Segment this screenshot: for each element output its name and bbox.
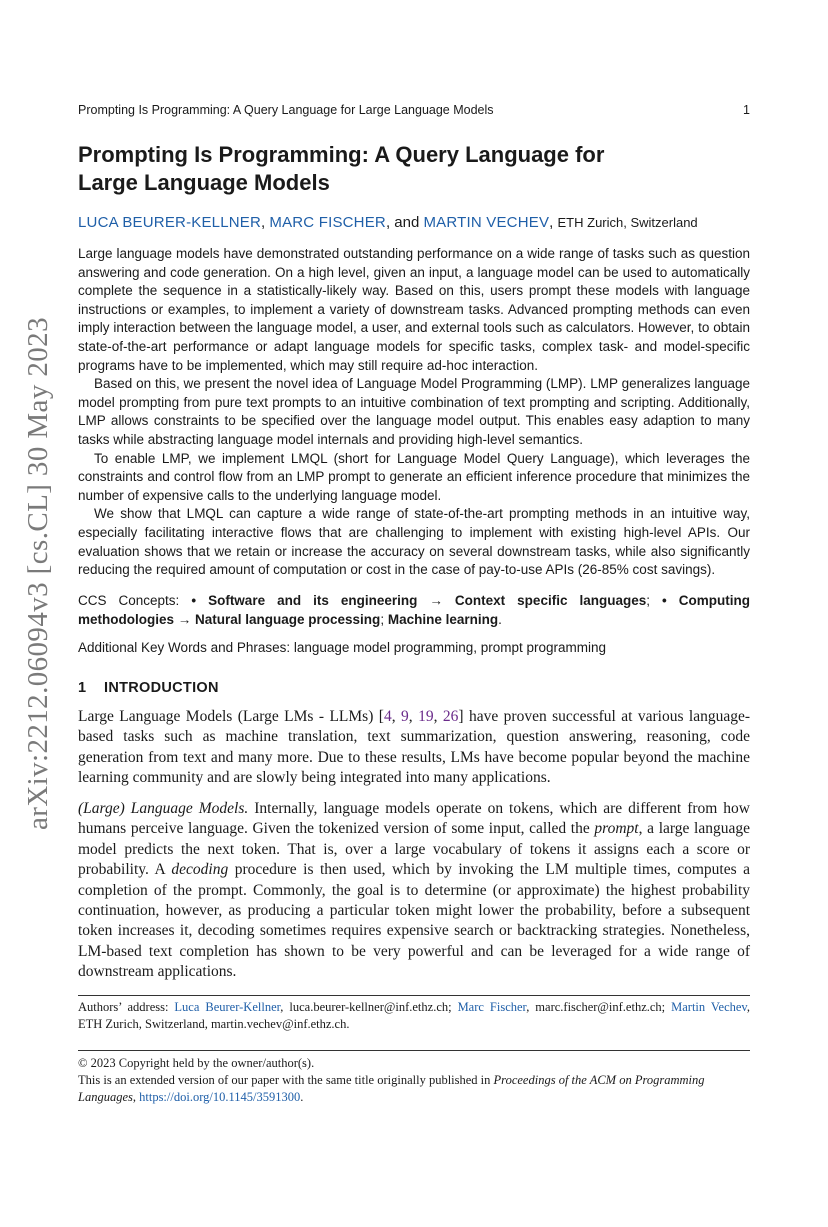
doi-link[interactable]: https://doi.org/10.1145/3591300 bbox=[139, 1090, 301, 1104]
author-link-3[interactable]: MARTIN VECHEV bbox=[423, 214, 550, 231]
publication-end: . bbox=[300, 1090, 304, 1104]
citation-link[interactable]: 9 bbox=[401, 708, 409, 725]
emphasis: decoding bbox=[171, 861, 229, 879]
page-number: 1 bbox=[743, 103, 750, 117]
footnote-prefix: Authors’ address: bbox=[78, 1000, 175, 1014]
author-separator: , bbox=[261, 214, 270, 231]
author-link-1[interactable]: LUCA BEURER-KELLNER bbox=[78, 214, 262, 231]
intro-paragraph-1 bbox=[78, 707, 750, 788]
paper-title bbox=[78, 141, 718, 197]
author-name-link[interactable]: Martin Vechev bbox=[671, 1000, 747, 1014]
abstract-paragraph: To enable LMP, we implement LMQL (short for Language Model Query Language), which leverages the constraints and control flow from an LMP prompt to generate an efficient inference procedure that minimizes the number of expensive calls to the underlying language model. bbox=[78, 450, 750, 503]
author-email: , marc.fischer@inf.ethz.ch; bbox=[526, 1000, 672, 1014]
ccs-separator: ; bbox=[646, 593, 663, 608]
author-separator: , and bbox=[385, 214, 424, 231]
citation-separator: , bbox=[408, 708, 419, 725]
intro-text: , a large language model predicts the next token. That is, over a large vocabulary of tokens it assigns each a score or probability. A bbox=[78, 820, 750, 879]
title-line-2: Large Language Models bbox=[78, 170, 330, 195]
emphasis: prompt bbox=[594, 820, 639, 838]
author-name-link[interactable]: Marc Fischer bbox=[457, 1000, 527, 1014]
copyright-line: © 2023 Copyright held by the owner/author(s). bbox=[78, 1056, 315, 1070]
author-line bbox=[78, 214, 768, 231]
section-title: INTRODUCTION bbox=[104, 680, 219, 696]
affiliation: ETH Zurich, Switzerland bbox=[557, 215, 698, 230]
ccs-concept: Machine learning bbox=[387, 612, 499, 627]
title-line-1: Prompting Is Programming: A Query Language for bbox=[78, 142, 605, 167]
ccs-concept: • Software and its engineering → Context specific languages bbox=[191, 593, 647, 608]
intro-paragraph-2 bbox=[78, 799, 750, 983]
author-link-2[interactable]: MARC FISCHER bbox=[269, 214, 386, 231]
ccs-end: . bbox=[498, 612, 502, 627]
keywords: Additional Key Words and Phrases: language model programming, prompt programming bbox=[78, 640, 607, 655]
intro-text: Large Language Models (Large LMs - LLMs) [ bbox=[78, 708, 384, 725]
running-head bbox=[78, 103, 750, 117]
author-email: , luca.beurer-kellner@inf.ethz.ch; bbox=[280, 1000, 458, 1014]
publication-note bbox=[78, 1072, 750, 1106]
arxiv-identifier: arXiv:2212.06094v3 [cs.CL] 30 May 2023 bbox=[22, 317, 54, 830]
publication-text: This is an extended version of our paper with the same title originally published in bbox=[78, 1073, 494, 1087]
authors-address-footnote bbox=[78, 999, 750, 1033]
ccs-separator: ; bbox=[380, 612, 388, 627]
running-head-title: Prompting Is Programming: A Query Language for Large Language Models bbox=[78, 103, 494, 117]
section-heading bbox=[78, 680, 219, 696]
venue-name: Proceedings of the ACM on Programming Languages bbox=[78, 1073, 705, 1104]
paragraph-heading: (Large) Language Models. bbox=[78, 800, 249, 817]
section-number: 1 bbox=[78, 680, 87, 696]
intro-text: Internally, language models operate on tokens, which are different from how humans perceive language. Given the tokenized version of some input, called the bbox=[78, 800, 750, 838]
arxiv-side-stamp bbox=[22, 230, 62, 830]
author-separator: , bbox=[549, 214, 558, 231]
citation-separator: , bbox=[391, 708, 402, 725]
citation-link[interactable]: 4 bbox=[383, 708, 392, 725]
author-name-link[interactable]: Luca Beurer-Kellner bbox=[174, 1000, 281, 1014]
ccs-concepts bbox=[78, 591, 750, 629]
ccs-concept: • Computing methodologies → Natural language processing bbox=[78, 593, 750, 627]
abstract-paragraph: Large language models have demonstrated outstanding performance on a wide range of tasks such as question answering and code generation. On a high level, given an input, a language model can be used to automatically complete the sequence in a statistically-likely way. Based on this, users prompt these models with language instructions or examples, to implement a variety of downstream tasks. Advanced prompting methods can even imply interaction between the language model, a user, and external tools such as calculators. However, to obtain state-of-the-art performance or adapt language models for specific tasks, complex task- and model-specific programs have to be implemented, which may still require ad-hoc interaction. bbox=[78, 246, 750, 373]
intro-text: ] have proven successful at various language-based tasks such as machine translation, text summarization, question answering, reasoning, code generation from text and many more. Due to these results, LMs have become popular beyond the machine learning community and are slowly being integrated into many applications. bbox=[78, 708, 751, 786]
author-email: , ETH Zurich, Switzerland, martin.vechev@inf.ethz.ch. bbox=[78, 1000, 750, 1031]
citation-separator: , bbox=[433, 708, 443, 725]
copyright-divider bbox=[78, 1050, 750, 1051]
copyright-notice bbox=[78, 1055, 750, 1106]
intro-text: procedure is then used, which by invoking the LM multiple times, computes a completion of the prompt. Commonly, the goal is to determine (or approximate) the highest probability continuation, however, as producing a particular token might lower the probability, before a subsequent token increases it, decoding sometimes requires expensive search or backtracking strategies. Nonetheless, LM-based text completion has shown to be very powerful and can be leveraged for a wide range of downstream applications. bbox=[78, 861, 751, 981]
abstract bbox=[78, 245, 750, 580]
abstract-paragraph: Based on this, we present the novel idea of Language Model Programming (LMP). LMP generalizes language model prompting from pure text prompts to an intuitive combination of text prompting and scripting. Additionally, LMP allows constraints to be specified over the language model output. This enables easy adaption to many tasks while abstracting language model internals and providing high-level semantics. bbox=[78, 376, 750, 447]
abstract-paragraph: We show that LMQL can capture a wide range of state-of-the-art prompting methods in an intuitive way, especially facilitating interactive flows that are challenging to implement with existing high-level APIs. Our evaluation shows that we retain or increase the accuracy on several downstream tasks, while also significantly reducing the required amount of computation or cost in the case of pay-to-use APIs (26-85% cost savings). bbox=[78, 506, 750, 578]
ccs-prefix: CCS Concepts: bbox=[78, 593, 192, 608]
citation-link[interactable]: 26 bbox=[442, 708, 459, 725]
citation-link[interactable]: 19 bbox=[418, 708, 434, 725]
publication-separator: , bbox=[132, 1090, 140, 1104]
footnote-divider bbox=[78, 995, 750, 996]
